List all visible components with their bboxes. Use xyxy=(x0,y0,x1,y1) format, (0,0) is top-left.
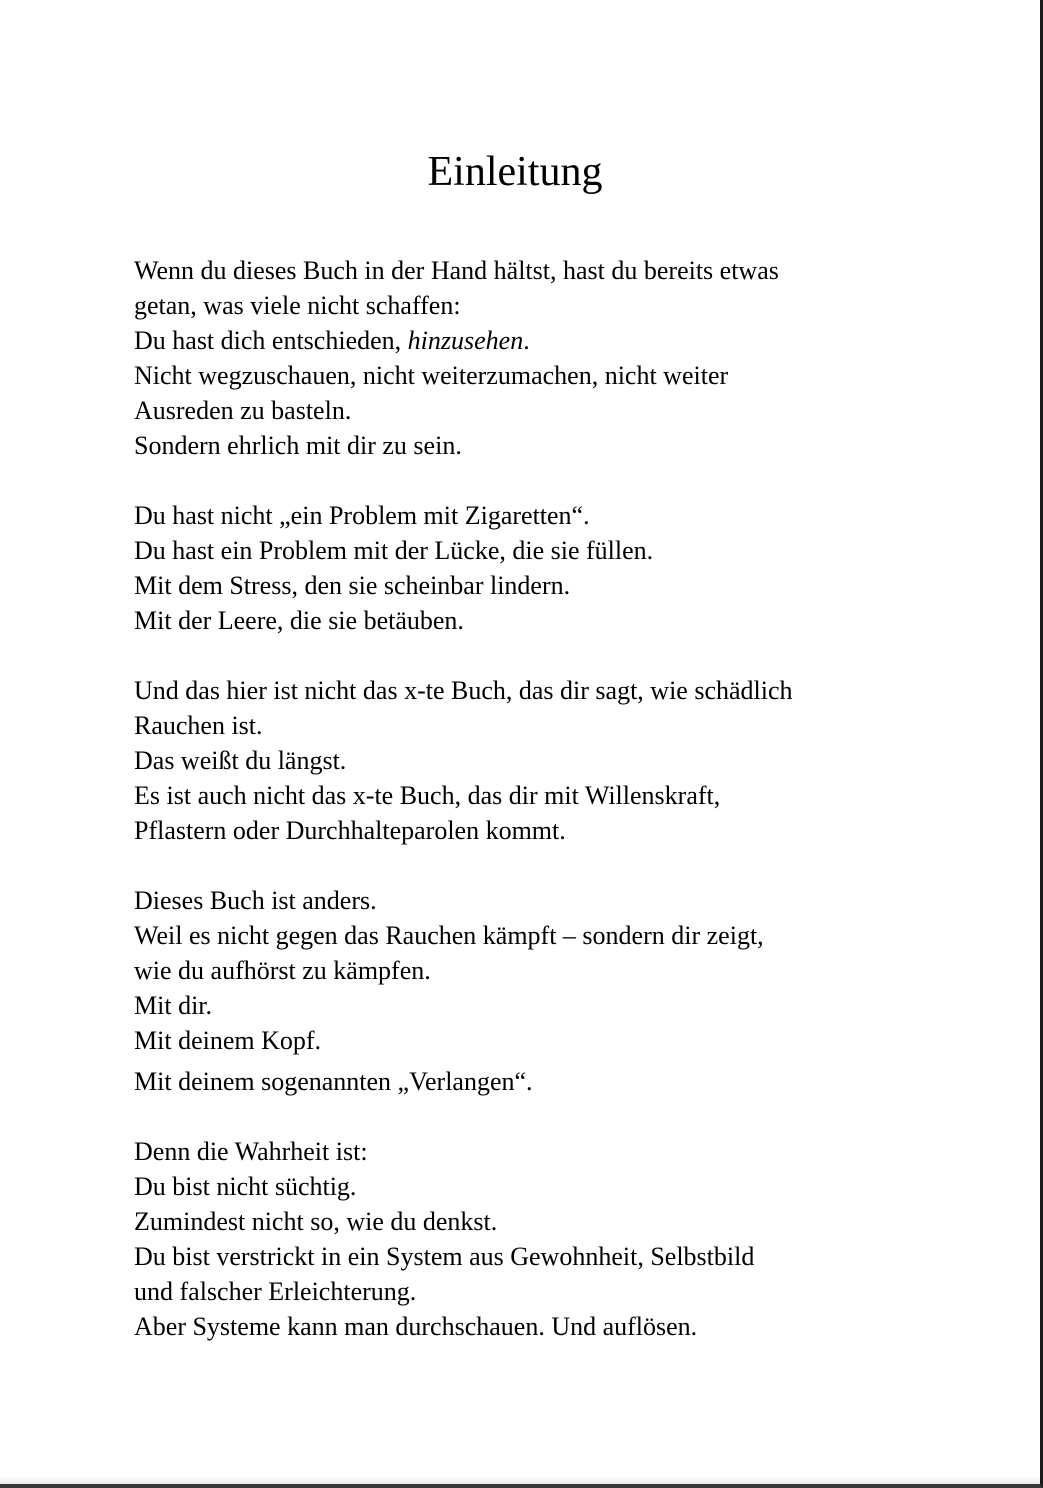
text-line: Es ist auch nicht das x-te Buch, das dir mit Willenskraft, xyxy=(134,781,721,810)
text-line: Sondern ehrlich mit dir zu sein. xyxy=(134,431,462,460)
text-line: Pflastern oder Durchhalteparolen kommt. xyxy=(134,816,566,845)
text-segment: Du hast dich entschieden, xyxy=(134,326,408,355)
text-line: Und das hier ist nicht das x-te Buch, das dir sagt, wie schädlich xyxy=(134,676,793,705)
chapter-title: Einleitung xyxy=(427,149,603,195)
text-line: getan, was viele nicht schaffen: xyxy=(134,291,461,320)
text-line: Nicht wegzuschauen, nicht weiterzumachen, nicht weiter xyxy=(134,361,729,390)
text-line: Mit deinem sogenannten „Verlangen“. xyxy=(134,1067,533,1096)
emphasized-word: hinzusehen xyxy=(407,326,524,355)
text-line: Mit der Leere, die sie betäuben. xyxy=(134,606,464,635)
paragraph-5 xyxy=(134,1134,924,1344)
text-line: Du bist nicht süchtig. xyxy=(134,1172,357,1201)
paragraph-2 xyxy=(134,498,924,638)
text-line: Mit deinem Kopf. xyxy=(134,1026,322,1055)
page-bottom-shadow xyxy=(0,1476,1040,1484)
paragraph-3 xyxy=(134,673,924,848)
paragraph-4 xyxy=(134,883,924,1099)
text-line-with-emphasis xyxy=(134,323,924,358)
text-line: Das weißt du längst. xyxy=(134,746,347,775)
text-line: Du hast ein Problem mit der Lücke, die sie füllen. xyxy=(134,536,654,565)
text-line: Denn die Wahrheit ist: xyxy=(134,1137,368,1166)
text-line: Zumindest nicht so, wie du denkst. xyxy=(134,1207,498,1236)
text-line: Aber Systeme kann man durchschauen. Und auflösen. xyxy=(134,1312,698,1341)
text-line: Rauchen ist. xyxy=(134,711,263,740)
paragraph-1 xyxy=(134,253,924,463)
text-line: Wenn du dieses Buch in der Hand hältst, hast du bereits etwas xyxy=(134,256,779,285)
text-line: Du bist verstrickt in ein System aus Gewohnheit, Selbstbild xyxy=(134,1242,755,1271)
text-line: Mit dir. xyxy=(134,991,213,1020)
text-line: Weil es nicht gegen das Rauchen kämpft – sondern dir zeigt, xyxy=(134,921,764,950)
text-line: Du hast nicht „ein Problem mit Zigaretten“. xyxy=(134,501,590,530)
text-line: wie du aufhörst zu kämpfen. xyxy=(134,956,431,985)
chapter-body xyxy=(134,253,924,1379)
text-line: Ausreden zu basteln. xyxy=(134,396,352,425)
text-line: Dieses Buch ist anders. xyxy=(134,886,377,915)
text-line: Mit dem Stress, den sie scheinbar lindern. xyxy=(134,571,571,600)
text-line: und falscher Erleichterung. xyxy=(134,1277,417,1306)
text-segment: . xyxy=(523,326,530,355)
